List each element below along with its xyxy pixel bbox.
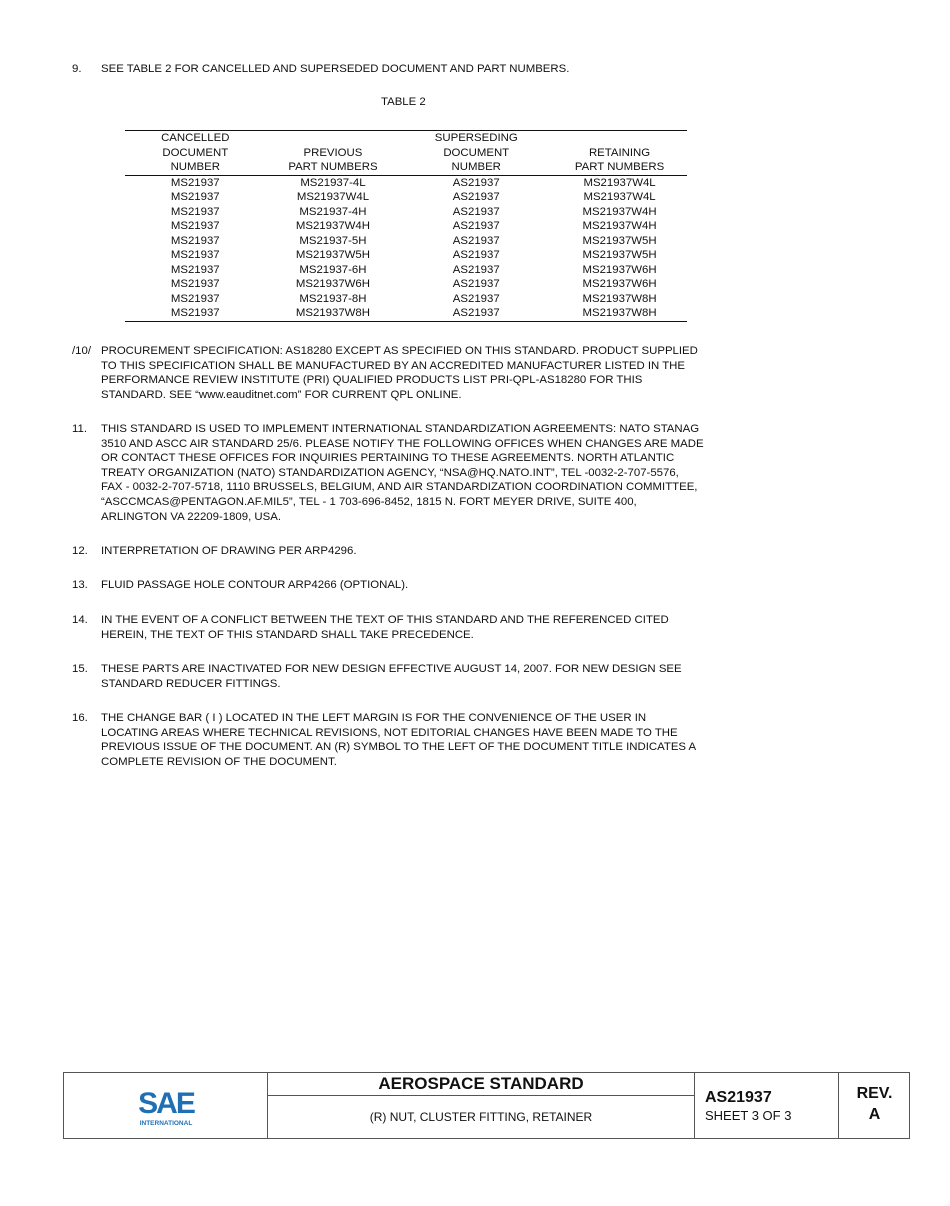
title-cell — [268, 1073, 695, 1138]
table-cell: MS21937W4H — [582, 220, 657, 232]
table-cell: MS21937 — [170, 249, 220, 261]
table-2 — [125, 130, 687, 322]
col-header-superseding: SUPERSEDING DOCUMENT NUMBER — [400, 131, 552, 176]
note-number: 16. — [72, 712, 88, 724]
table-header-row — [125, 131, 687, 176]
table-row — [125, 263, 687, 278]
col-header-previous: PREVIOUS PART NUMBERS — [266, 131, 401, 176]
table-cell: MS21937 — [170, 307, 220, 319]
table-cell: AS21937 — [452, 220, 500, 232]
table-cell: AS21937 — [452, 307, 500, 319]
note-13 — [72, 578, 772, 593]
table-cell: MS21937-4H — [299, 205, 367, 218]
note-number: 14. — [72, 614, 88, 626]
table-row — [125, 234, 687, 249]
sheet-number: SHEET 3 OF 3 — [705, 1108, 792, 1123]
table-cell: MS21937W4L — [296, 191, 370, 203]
table-cell: MS21937 — [170, 191, 220, 203]
note-text: PROCUREMENT SPECIFICATION: AS18280 EXCEPT AS SPECIFIED ON THIS STANDARD. PRODUCT SUPPLIED TO THIS SPECIFICATION SHALL BE MANUFACTURED BY AN ACCREDITED MANUFACTURER LISTED IN THE PERFORMANCE REVIEW INSTITUTE (PRI) QUALIFIED PRODUCTS LIST PRI-QPL-AS18280 FOR THIS STANDARD. SEE “www.eauditnet.com” FOR CURRENT QPL ONLINE. — [101, 345, 698, 401]
document-number-cell — [695, 1073, 839, 1138]
col-header-cancelled: CANCELLED DOCUMENT NUMBER — [125, 131, 266, 176]
note-number: 12. — [72, 545, 88, 557]
table-cell: MS21937 — [170, 263, 220, 276]
document-title: (R) NUT, CLUSTER FITTING, RETAINER — [369, 1110, 593, 1124]
note-number: /10/ — [72, 345, 91, 357]
note-text: THE CHANGE BAR ( I ) LOCATED IN THE LEFT MARGIN IS FOR THE CONVENIENCE OF THE USER IN LOCATING AREAS WHERE TECHNICAL REVISIONS, NOT EDITORIAL CHANGES HAVE BEEN MADE TO THE PREVIOUS ISSUE OF THE DOCUMENT. AN (R) SYMBOL TO THE LEFT OF THE DOCUMENT TITLE INDICATES A COMPLETE REVISION OF THE DOCUMENT. — [101, 712, 697, 768]
table-cell: MS21937W4L — [583, 191, 656, 203]
document-number: AS21937 — [705, 1089, 772, 1106]
table-cell: MS21937W5H — [295, 249, 370, 261]
note-text: FLUID PASSAGE HOLE CONTOUR ARP4266 (OPTIONAL). — [101, 579, 409, 591]
standard-heading: AEROSPACE STANDARD — [268, 1073, 694, 1096]
table-cell: MS21937W6H — [295, 278, 370, 290]
note-10 — [72, 344, 772, 402]
revision-label: REV. — [856, 1085, 893, 1102]
col-header-retaining: RETAINING PART NUMBERS — [552, 131, 687, 176]
note-number: 9. — [72, 63, 82, 75]
note-text: SEE TABLE 2 FOR CANCELLED AND SUPERSEDED DOCUMENT AND PART NUMBERS. — [101, 63, 570, 75]
note-11 — [72, 422, 772, 524]
note-number: 11. — [72, 423, 87, 435]
table-cell: MS21937 — [170, 278, 220, 290]
table-cell: MS21937-6H — [299, 263, 367, 276]
table-cell: MS21937W6H — [582, 263, 657, 276]
table-cell: MS21937W8H — [582, 307, 657, 319]
table-cell: MS21937W5H — [582, 234, 657, 247]
table-row — [125, 190, 687, 205]
table-title: TABLE 2 — [381, 96, 426, 108]
title-block — [63, 1072, 910, 1139]
table-cell: MS21937W8H — [582, 292, 657, 305]
table-row — [125, 205, 687, 220]
table-body — [125, 175, 687, 321]
table-cell: MS21937 — [170, 220, 220, 232]
table-cell: MS21937W6H — [582, 278, 657, 290]
table-cell: MS21937W8H — [295, 307, 370, 319]
note-14 — [72, 613, 772, 642]
note-15 — [72, 662, 772, 691]
table-cell: AS21937 — [452, 191, 500, 203]
logo-text: SAE — [138, 1087, 194, 1120]
note-9 — [72, 62, 772, 77]
table-cell: AS21937 — [452, 278, 500, 290]
table-cell: MS21937 — [170, 292, 220, 305]
table-cell: AS21937 — [452, 205, 500, 218]
table-cell: AS21937 — [452, 234, 500, 247]
table-row — [125, 175, 687, 190]
table-cell: AS21937 — [452, 292, 500, 305]
logo-cell — [64, 1073, 268, 1138]
table-cell: MS21937-8H — [299, 292, 367, 305]
note-text: THIS STANDARD IS USED TO IMPLEMENT INTERNATIONAL STANDARDIZATION AGREEMENTS: NATO STANAG 3510 AND ASCC AIR STANDARD 25/6. PLEASE NOTIFY THE FOLLOWING OFFICES WHEN CHANGES ARE MADE OR CONTACT THESE OFFICES FOR INQUIRIES PERTAINING TO THESE AGREEMENTS. NORTH ATLANTIC TREATY ORGANIZATION (NATO) STANDARDIZATION AGENCY, “NSA@HQ.NATO.INT”, TEL -0032-2-707-5576, FAX - 0032-2-707-5718, 1110 BRUSSELS, BELGIUM, AND AIR STANDARDIZATION COORDINATION COMMITTEE, “ASCCMCAS@PENTAGON.AF.MIL5”, TEL - 1 703-696-8452, 1815 N. FORT MEYER DRIVE, SUITE 400, ARLINGTON VA 22209-1809, USA. — [101, 423, 704, 523]
table-cell: MS21937 — [170, 205, 220, 218]
note-number: 15. — [72, 663, 88, 675]
note-text: THESE PARTS ARE INACTIVATED FOR NEW DESIGN EFFECTIVE AUGUST 14, 2007. FOR NEW DESIGN SEE STANDARD REDUCER FITTINGS. — [101, 663, 682, 690]
table-cell: MS21937W4H — [582, 205, 657, 218]
table-cell: MS21937W5H — [582, 249, 657, 261]
note-text: INTERPRETATION OF DRAWING PER ARP4296. — [101, 545, 357, 557]
table-cell: MS21937-4L — [300, 176, 366, 189]
revision-cell — [839, 1073, 910, 1138]
table-row — [125, 292, 687, 307]
table-cell: MS21937 — [170, 176, 220, 189]
table-row — [125, 219, 687, 234]
note-number: 13. — [72, 579, 88, 591]
note-text: IN THE EVENT OF A CONFLICT BETWEEN THE TEXT OF THIS STANDARD AND THE REFERENCED CITED HEREIN, THE TEXT OF THIS STANDARD SHALL TAKE PRECEDENCE. — [101, 614, 669, 641]
table-cell: MS21937 — [170, 234, 220, 247]
note-12 — [72, 544, 772, 559]
note-16 — [72, 711, 772, 769]
table-cell: MS21937W4H — [295, 220, 370, 232]
table-cell: AS21937 — [452, 263, 500, 276]
table-row — [125, 306, 687, 321]
logo-subtext: INTERNATIONAL — [139, 1120, 193, 1127]
table-cell: AS21937 — [452, 249, 500, 261]
table-row — [125, 277, 687, 292]
table-cell: MS21937W4L — [583, 176, 656, 189]
sae-logo — [134, 1085, 198, 1129]
revision-value: A — [868, 1106, 881, 1123]
table-cell: AS21937 — [452, 176, 500, 189]
table-cell: MS21937-5H — [299, 234, 367, 247]
table-row — [125, 248, 687, 263]
